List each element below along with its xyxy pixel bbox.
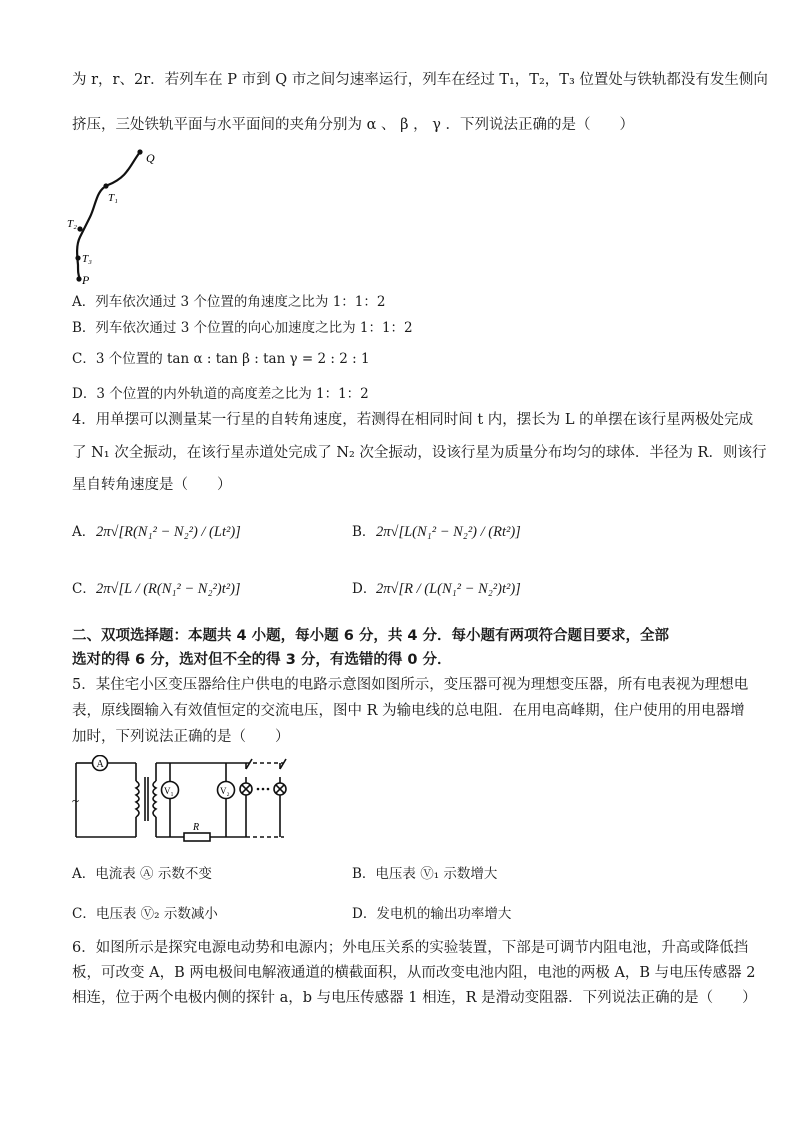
q6-text-line-3: 相连，位于两个电极内侧的探针 a，b 与电压传感器 1 相连，R 是滑动变阻器．下列说法正确的是（ ） [72, 990, 757, 1006]
q3-option-b: B．列车依次通过 3 个位置的向心加速度之比为 1：1：2 [72, 320, 413, 336]
q4-text-line-3: 星自转角速度是（ ） [72, 477, 232, 493]
q4-text-line-1: 4．用单摆可以测量某一行星的自转角速度，若测得在相同时间 t 内，摆长为 L 的单摆在该行星两极处完成 [72, 412, 754, 428]
q4-option-b-expr: 2π√[L(N₁² − N₂²) / (Rt²)] [376, 524, 521, 540]
q3-option-c: C．3 个位置的 tan α : tan β : tan γ = 2 : 2 : 1 [72, 351, 370, 367]
q4-option-c-label: C． [72, 581, 96, 597]
voltmeter-1-label: V₁ [164, 786, 174, 796]
q5-text-line-1: 5．某住宅小区变压器给住户供电的电路示意图如图所示，变压器可视为理想变压器，所有电表视为理想电 [72, 677, 749, 693]
q3-text-line-1: 为 r，r、2r．若列车在 P 市到 Q 市之间匀速率运行，列车在经过 T₁，T₂，T₃ 位置处与铁轨都没有发生侧向 [72, 72, 768, 88]
q5-text-line-3: 加时，下列说法正确的是（ ） [72, 729, 290, 745]
transformer-circuit-figure [70, 755, 295, 845]
q4-option-d-expr: 2π√[R / (L(N₁² − N₂²)t²)] [376, 581, 521, 597]
ac-source-symbol: ~ [72, 793, 80, 808]
track-curve-figure [66, 145, 176, 290]
q3-option-d: D．3 个位置的内外轨道的高度差之比为 1：1：2 [72, 386, 369, 402]
q3-option-a: A．列车依次通过 3 个位置的角速度之比为 1：1：2 [72, 294, 386, 310]
resistor-label: R [193, 822, 200, 833]
q6-text-line-1: 6．如图所示是探究电源电动势和电源内；外电压关系的实验装置，下部是可调节内阻电池，升高或降低挡 [72, 940, 749, 956]
voltmeter-2-label: V₂ [220, 786, 230, 796]
q4-option-a-expr: 2π√[R(N₁² − N₂²) / (Lt²)] [96, 524, 241, 540]
q4-option-a-label: A． [72, 524, 96, 540]
q6-text-line-2: 板，可改变 A，B 两电极间电解液通道的横截面积，从而改变电池内阻，电池的两极 A，B 与电压传感器 2 [72, 965, 756, 981]
section2-header-line-1: 二、双项选择题：本题共 4 小题，每小题 6 分，共 4 分．每小题有两项符合题目要求，全部 [72, 628, 670, 644]
q5-option-c: C．电压表 Ⓥ₂ 示数减小 [72, 906, 218, 922]
label-t1: T₁ [108, 192, 118, 204]
label-t2: T₂ [67, 218, 77, 230]
q5-option-a: A．电流表 Ⓐ 示数不变 [72, 866, 212, 882]
label-t3: T₃ [82, 253, 92, 265]
q4-option-d-label: D． [352, 581, 377, 597]
q4-option-c-expr: 2π√[L / (R(N₁² − N₂²)t²)] [96, 581, 241, 597]
q5-text-line-2: 表，原线圈输入有效值恒定的交流电压，图中 R 为输电线的总电阻．在用电高峰期，住户使用的用电器增 [72, 703, 745, 719]
label-q: Q [146, 151, 155, 165]
q4-text-line-2: 了 N₁ 次全振动，在该行星赤道处完成了 N₂ 次全振动，设该行星为质量分布均匀的球体．半径为 R．则该行 [72, 445, 767, 461]
q5-option-d: D．发电机的输出功率增大 [352, 906, 512, 922]
q5-option-b: B．电压表 Ⓥ₁ 示数增大 [352, 866, 498, 882]
q3-text-line-2: 挤压，三处铁轨平面与水平面间的夹角分别为 α 、 β ， γ ．下列说法正确的是（ ） [72, 117, 634, 133]
ammeter-label: A [96, 759, 104, 770]
q4-option-b-label: B． [352, 524, 376, 540]
section2-header-line-2: 选对的得 6 分，选对但不全的得 3 分，有选错的得 0 分． [72, 652, 452, 668]
label-p: P [82, 273, 90, 287]
